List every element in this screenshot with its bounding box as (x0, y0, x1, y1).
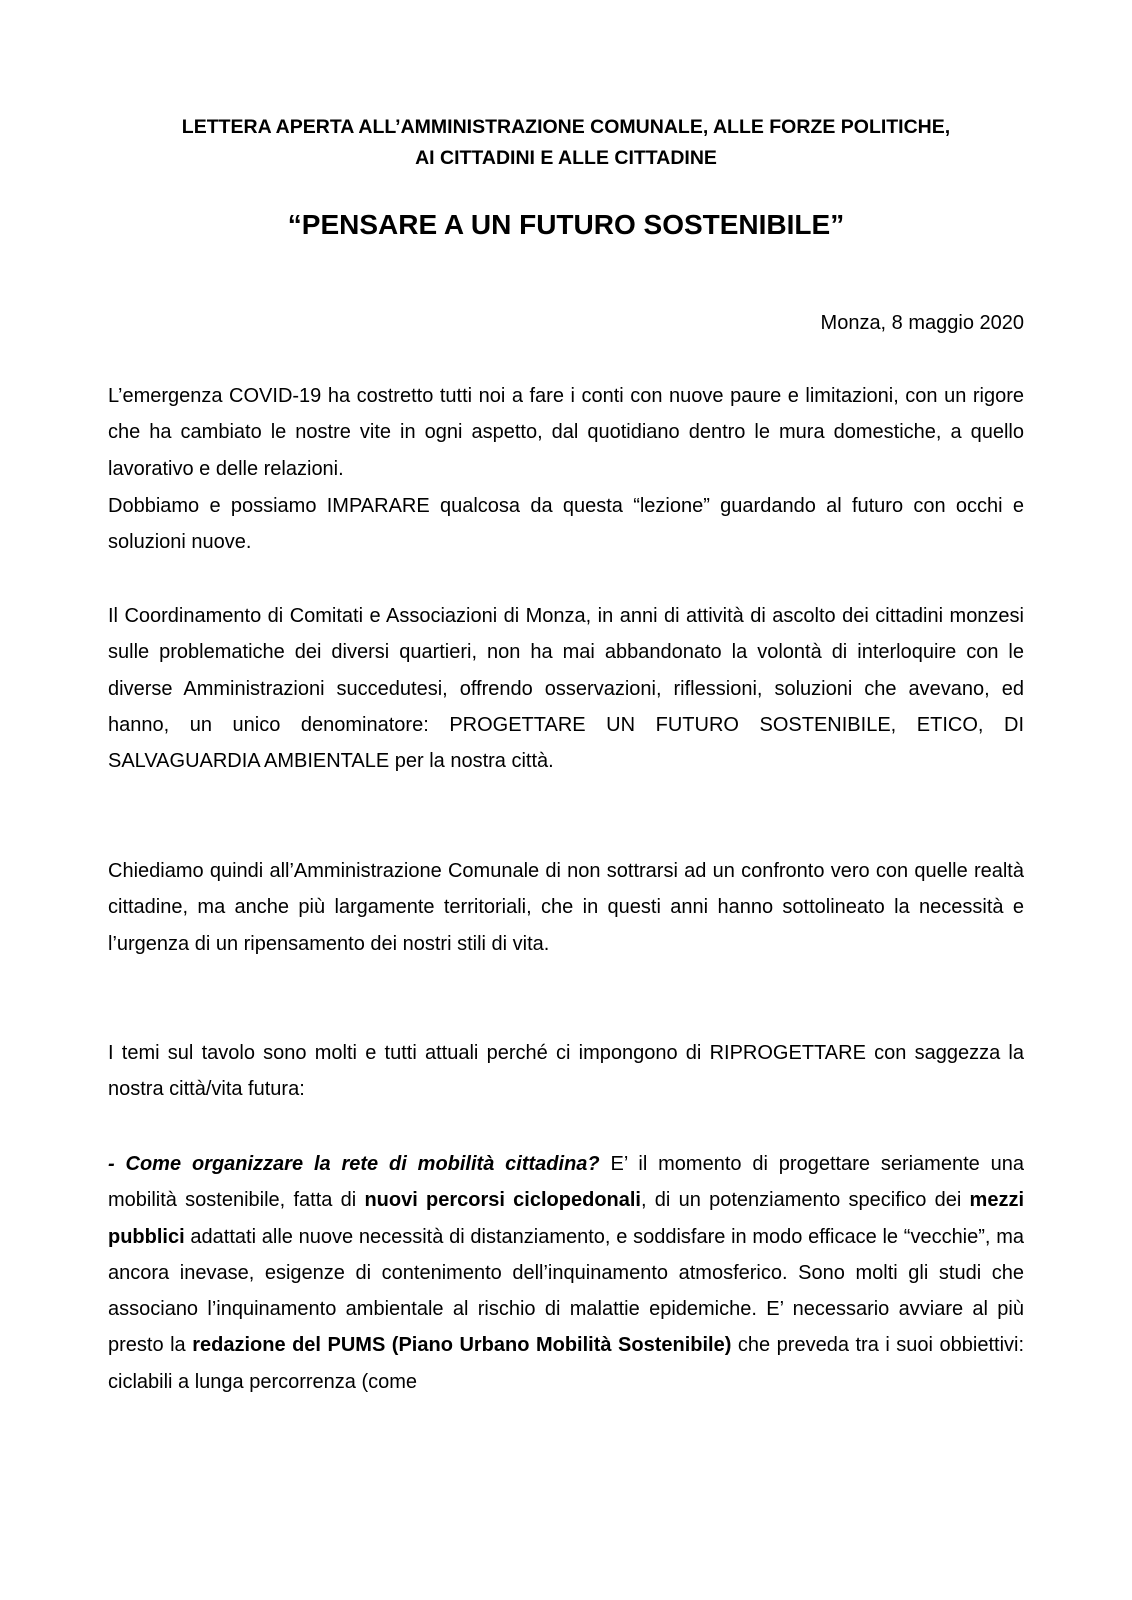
mobility-pums: redazione del PUMS (Piano Urbano Mobilità Sostenibile) (192, 1334, 732, 1357)
letter-header-line-2: AI CITTADINI E ALLE CITTADINE (415, 147, 717, 169)
letter-header-line-1: LETTERA APERTA ALL’AMMINISTRAZIONE COMUNALE, ALLE FORZE POLITICHE, (181, 116, 951, 138)
paragraph-learn: Dobbiamo e possiamo IMPARARE qualcosa da questa “lezione” guardando al futuro con occhi e soluzioni nuove. (108, 495, 1024, 554)
mobility-text-1: E’ il momento di progettare seriamente una mobilità sostenibile, fatta di (108, 1153, 1024, 1212)
mobility-cycle-paths: nuovi percorsi ciclopedonali (364, 1189, 641, 1212)
paragraph-request: Chiediamo quindi all’Amministrazione Comunale di non sottrarsi ad un confronto vero con quelle realtà cittadine, ma anche più largamente territoriali, che in questi anni hanno sottolineato la necessità e l’urgenza di un ripensamento dei nostri stili di vita. (108, 860, 1024, 955)
mobility-public-transport: mezzi pubblici (108, 1189, 1024, 1248)
paragraph-coordination: Il Coordinamento di Comitati e Associazioni di Monza, in anni di attività di ascolto dei cittadini monzesi sulle problematiche dei diversi quartieri, non ha mai abbandonato la volontà di interloquire con le diverse Amministrazioni succedutesi, offrendo osservazioni, riflessioni, soluzioni che avevano, ed hanno, un unico denominatore: PROGETTARE UN FUTURO SOSTENIBILE, ETICO, DI SALVAGUARDIA AMBIENTALE per la nostra città. (108, 605, 1024, 773)
paragraph-mobility (108, 1146, 1024, 1400)
mobility-text-3: adattati alle nuove necessità di distanziamento, e soddisfare in modo efficace le “vecchie”, ma ancora inevase, esigenze di contenimento dell’inquinamento atmosferico. Sono molti gli studi che associano l’inquinamento ambientale al rischio di malattie epidemiche. E’ necessario avviare al più presto la (108, 1225, 1024, 1357)
paragraph-covid-emergency: L’emergenza COVID-19 ha costretto tutti noi a fare i conti con nuove paure e limitazioni, con un rigore che ha cambiato le nostre vite in ogni aspetto, dal quotidiano dentro le mura domestiche, a quello lavorativo e delle relazioni. (108, 385, 1024, 480)
mobility-question: - Come organizzare la rete di mobilità cittadina? (108, 1153, 600, 1175)
paragraph-topics: I temi sul tavolo sono molti e tutti attuali perché ci impongono di RIPROGETTARE con saggezza la nostra città/vita futura: (108, 1042, 1024, 1101)
letter-date: Monza, 8 maggio 2020 (820, 312, 1024, 334)
letter-title: “PENSARE A UN FUTURO SOSTENIBILE” (287, 209, 845, 240)
mobility-text-4: che preveda tra i suoi obbiettivi: ciclabili a lunga percorrenza (come (108, 1334, 1025, 1393)
mobility-text-2: , di un potenziamento specifico dei (640, 1189, 970, 1212)
